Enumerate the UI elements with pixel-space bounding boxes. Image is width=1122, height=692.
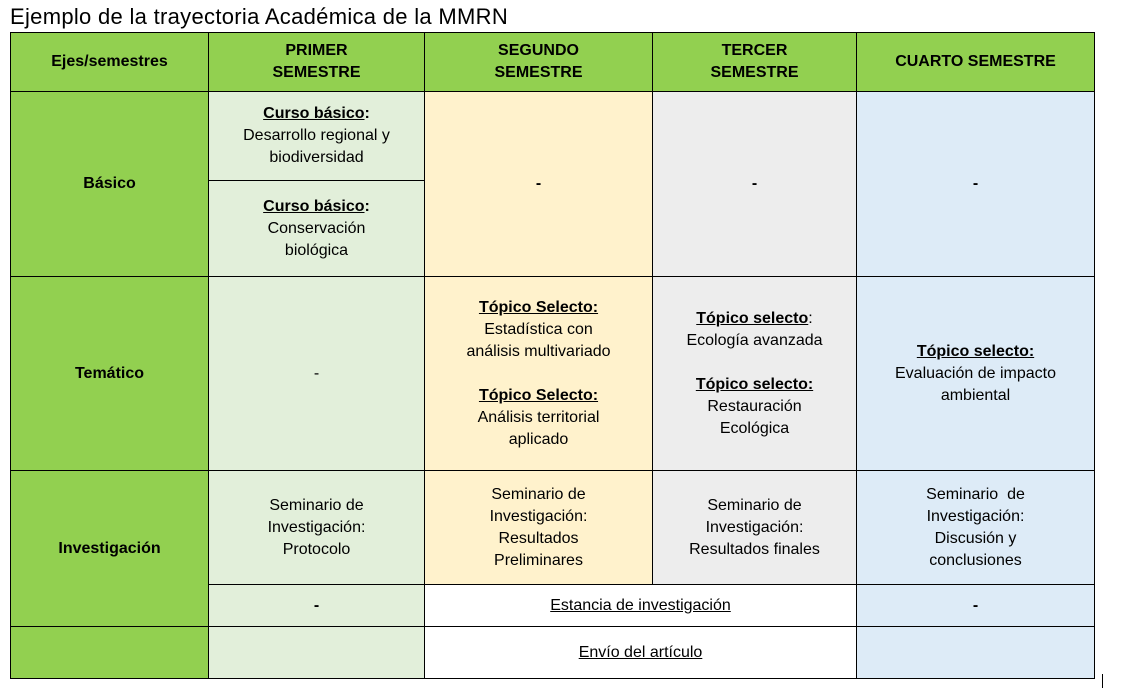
inv-s1-line-3: Protocolo: [282, 540, 351, 558]
header-semester-3: [653, 33, 857, 92]
investigacion-semester-1: [209, 471, 425, 585]
header-semester-4: CUARTO SEMESTRE: [857, 33, 1095, 92]
estancia-investigacion: Estancia de investigación: [425, 585, 857, 627]
investigacion-semester-2: [425, 471, 653, 585]
basico-course-1-line-2: biodiversidad: [269, 149, 364, 166]
header-row: [11, 33, 1095, 92]
header-semester-3-line-2: SEMESTRE: [710, 64, 799, 81]
tematico-s2-topic-1-line-1: Estadística con: [484, 320, 593, 338]
final-axis: [11, 627, 209, 679]
tematico-s4-topic-line-2: ambiental: [940, 386, 1011, 404]
row-investigacion-1: [11, 471, 1095, 585]
basico-semester-2: -: [425, 92, 653, 277]
inv-s3-line-3: Resultados finales: [689, 540, 820, 558]
tematico-semester-4: [857, 277, 1095, 471]
header-semester-2-line-2: SEMESTRE: [494, 64, 583, 81]
inv-s1-line-1: Seminario de: [269, 496, 364, 514]
basico-semester-4: -: [857, 92, 1095, 277]
basico-course-1: [209, 92, 425, 181]
investigacion-row2-semester-1: -: [209, 585, 425, 627]
inv-s4-line-4: conclusiones: [929, 551, 1022, 569]
final-semester-1: [209, 627, 425, 679]
tematico-s2-topic-2-line-2: aplicado: [508, 430, 569, 448]
basico-semester-3: -: [653, 92, 857, 277]
basico-course-2-label: Curso básico: [263, 197, 365, 215]
tematico-s2-topic-2-line-1: Análisis territorial: [477, 408, 600, 426]
inv-s2-line-4: Preliminares: [494, 551, 583, 569]
tematico-s3-topic-2-line-1: Restauración: [707, 397, 802, 415]
inv-s2-line-1: Seminario de: [491, 485, 586, 503]
inv-s2-line-3: Resultados: [498, 529, 579, 547]
tematico-s3-topic-1-label: Tópico selecto: [696, 309, 809, 327]
inv-s2-line-2: Investigación:: [489, 507, 588, 525]
axis-tematico: Temático: [11, 277, 209, 471]
header-semester-2: [425, 33, 653, 92]
tematico-semester-1: -: [209, 277, 425, 471]
inv-s3-line-2: Investigación:: [705, 518, 804, 536]
tematico-s3-topic-2-line-2: Ecológica: [719, 419, 790, 437]
axis-investigacion: Investigación: [11, 471, 209, 627]
trajectory-table: [10, 32, 1095, 679]
header-semester-3-line-1: TERCER: [721, 42, 788, 59]
tematico-s4-topic-label: Tópico selecto:: [916, 342, 1035, 360]
inv-s4-line-1: Seminario de: [926, 485, 1025, 503]
header-semester-1: [209, 33, 425, 92]
inv-s3-line-1: Seminario de: [707, 496, 802, 514]
page-title: Ejemplo de la trayectoria Académica de la MMRN: [10, 4, 509, 29]
header-semester-1-line-2: SEMESTRE: [272, 64, 361, 81]
tematico-s3-topic-2-label: Tópico selecto:: [695, 375, 814, 393]
header-semester-1-line-1: PRIMER: [285, 42, 348, 59]
tematico-s2-topic-1-label: Tópico Selecto:: [478, 298, 599, 316]
basico-course-2: [209, 181, 425, 277]
row-basico-1: [11, 92, 1095, 181]
investigacion-semester-4: [857, 471, 1095, 585]
text-cursor: [1102, 674, 1103, 688]
envio-articulo: Envío del artículo: [425, 627, 857, 679]
inv-s4-line-3: Discusión y: [934, 529, 1017, 547]
investigacion-semester-3: [653, 471, 857, 585]
basico-course-1-colon: :: [364, 105, 370, 122]
tematico-semester-2: [425, 277, 653, 471]
basico-course-2-colon: :: [364, 197, 370, 215]
header-semester-2-line-1: SEGUNDO: [498, 42, 579, 59]
tematico-s2-topic-1-line-2: análisis multivariado: [466, 342, 611, 360]
header-axes: Ejes/semestres: [11, 33, 209, 92]
tematico-s2-topic-2-label: Tópico Selecto:: [478, 386, 599, 404]
basico-course-2-line-2: biológica: [284, 241, 349, 259]
row-tematico: [11, 277, 1095, 471]
tematico-semester-3: [653, 277, 857, 471]
tematico-s3-topic-1-line-1: Ecología avanzada: [686, 331, 823, 349]
tematico-s4-topic-line-1: Evaluación de impacto: [895, 364, 1056, 382]
tematico-s3-topic-1-colon: :: [808, 309, 813, 327]
inv-s1-line-2: Investigación:: [267, 518, 366, 536]
investigacion-row2-semester-4: -: [857, 585, 1095, 627]
basico-course-1-label: Curso básico: [263, 105, 365, 122]
inv-s4-line-2: Investigación:: [926, 507, 1025, 525]
row-final: [11, 627, 1095, 679]
axis-basico: Básico: [11, 92, 209, 277]
basico-course-1-line-1: Desarrollo regional y: [243, 127, 390, 144]
basico-course-2-line-1: Conservación: [267, 219, 366, 237]
final-semester-4: [857, 627, 1095, 679]
